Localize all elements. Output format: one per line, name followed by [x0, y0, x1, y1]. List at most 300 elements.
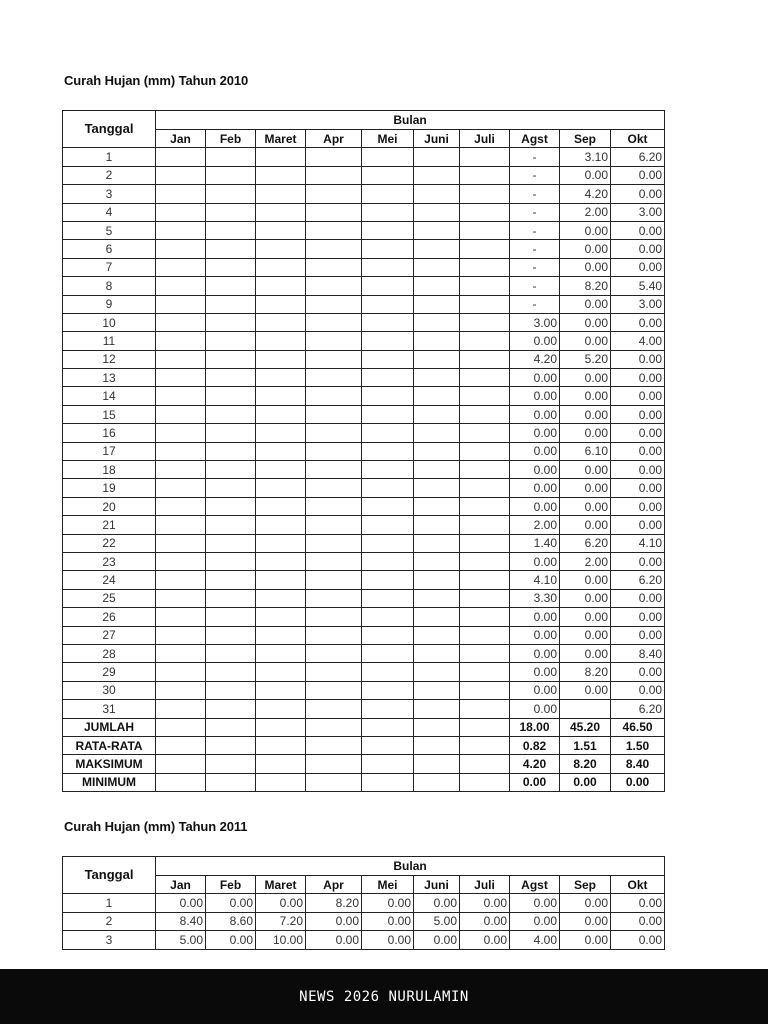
value-cell: -: [510, 203, 560, 221]
value-cell: [414, 258, 460, 276]
summary-label: JUMLAH: [63, 718, 156, 736]
value-cell: 0.00: [560, 240, 611, 258]
value-cell: [306, 497, 362, 515]
value-cell: [362, 166, 414, 184]
table-row: [63, 912, 665, 930]
value-cell: 0.00: [306, 912, 362, 930]
value-cell: [306, 369, 362, 387]
value-cell: [156, 221, 206, 239]
table-row: [63, 332, 665, 350]
value-cell: 8.40: [156, 912, 206, 930]
table-row: [63, 700, 665, 718]
summary-value: 0.82: [510, 736, 560, 754]
value-cell: 0.00: [611, 313, 665, 331]
value-cell: [256, 644, 306, 662]
value-cell: 10.00: [256, 931, 306, 949]
value-cell: [362, 313, 414, 331]
value-cell: [206, 534, 256, 552]
value-cell: [460, 295, 510, 313]
value-cell: 0.00: [560, 894, 611, 912]
value-cell: [156, 350, 206, 368]
value-cell: [460, 203, 510, 221]
summary-value: [206, 773, 256, 791]
value-cell: 0.00: [611, 240, 665, 258]
value-cell: [560, 700, 611, 718]
value-cell: [156, 497, 206, 515]
value-cell: 0.00: [611, 931, 665, 949]
summary-value: [362, 773, 414, 791]
value-cell: 0.00: [460, 894, 510, 912]
summary-value: [460, 755, 510, 773]
value-cell: 0.00: [611, 552, 665, 570]
value-cell: [156, 313, 206, 331]
value-cell: 3.00: [510, 313, 560, 331]
value-cell: 3.30: [510, 589, 560, 607]
day-cell: 1: [63, 148, 156, 166]
value-cell: 0.00: [510, 332, 560, 350]
table-row: [63, 571, 665, 589]
tanggal-header: Tanggal: [63, 857, 156, 894]
value-cell: [206, 185, 256, 203]
value-cell: 0.00: [611, 405, 665, 423]
day-cell: 9: [63, 295, 156, 313]
value-cell: 0.00: [362, 931, 414, 949]
summary-label: MINIMUM: [63, 773, 156, 791]
value-cell: 0.00: [306, 931, 362, 949]
value-cell: 0.00: [414, 894, 460, 912]
table-row: [63, 663, 665, 681]
bulan-header: Bulan: [156, 111, 665, 130]
table-row: [63, 479, 665, 497]
value-cell: [460, 589, 510, 607]
value-cell: [206, 608, 256, 626]
day-cell: 25: [63, 589, 156, 607]
value-cell: [460, 663, 510, 681]
value-cell: [256, 663, 306, 681]
table-row: [63, 644, 665, 662]
value-cell: [306, 479, 362, 497]
value-cell: [156, 461, 206, 479]
summary-label: MAKSIMUM: [63, 755, 156, 773]
month-header: Jan: [156, 876, 206, 894]
value-cell: [156, 424, 206, 442]
month-header: Sep: [560, 876, 611, 894]
value-cell: [414, 663, 460, 681]
value-cell: [256, 350, 306, 368]
day-cell: 13: [63, 369, 156, 387]
value-cell: [414, 148, 460, 166]
value-cell: 4.20: [560, 185, 611, 203]
table-row: [63, 681, 665, 699]
value-cell: [156, 663, 206, 681]
value-cell: 0.00: [460, 912, 510, 930]
value-cell: 0.00: [560, 332, 611, 350]
value-cell: [306, 442, 362, 460]
value-cell: 0.00: [560, 497, 611, 515]
value-cell: 0.00: [510, 552, 560, 570]
value-cell: 0.00: [510, 497, 560, 515]
value-cell: 0.00: [560, 479, 611, 497]
day-cell: 18: [63, 461, 156, 479]
value-cell: [362, 516, 414, 534]
value-cell: 0.00: [206, 931, 256, 949]
value-cell: [206, 148, 256, 166]
value-cell: [306, 571, 362, 589]
summary-value: [206, 718, 256, 736]
value-cell: [414, 700, 460, 718]
table-row: [63, 313, 665, 331]
value-cell: [156, 332, 206, 350]
value-cell: [414, 203, 460, 221]
value-cell: [460, 277, 510, 295]
value-cell: [206, 295, 256, 313]
value-cell: [156, 608, 206, 626]
value-cell: [156, 516, 206, 534]
value-cell: 4.20: [510, 350, 560, 368]
value-cell: [306, 185, 362, 203]
month-header: Juni: [414, 130, 460, 148]
value-cell: [206, 203, 256, 221]
value-cell: [460, 369, 510, 387]
value-cell: [414, 571, 460, 589]
summary-value: [256, 718, 306, 736]
value-cell: [256, 166, 306, 184]
value-cell: [362, 497, 414, 515]
value-cell: [206, 258, 256, 276]
value-cell: [460, 240, 510, 258]
value-cell: [306, 295, 362, 313]
value-cell: -: [510, 148, 560, 166]
value-cell: [156, 240, 206, 258]
summary-value: [460, 773, 510, 791]
value-cell: [256, 497, 306, 515]
value-cell: [206, 313, 256, 331]
month-header: Juni: [414, 876, 460, 894]
value-cell: -: [510, 185, 560, 203]
summary-value: [362, 755, 414, 773]
tanggal-header: Tanggal: [63, 111, 156, 148]
value-cell: [206, 424, 256, 442]
summary-value: 18.00: [510, 718, 560, 736]
value-cell: [256, 479, 306, 497]
value-cell: 7.20: [256, 912, 306, 930]
value-cell: 2.00: [510, 516, 560, 534]
value-cell: [460, 516, 510, 534]
value-cell: [256, 552, 306, 570]
value-cell: [256, 221, 306, 239]
summary-value: [362, 718, 414, 736]
value-cell: [206, 644, 256, 662]
value-cell: [460, 258, 510, 276]
value-cell: 0.00: [611, 185, 665, 203]
value-cell: [156, 369, 206, 387]
value-cell: 0.00: [510, 912, 560, 930]
value-cell: [414, 626, 460, 644]
day-cell: 14: [63, 387, 156, 405]
value-cell: 2.00: [560, 203, 611, 221]
value-cell: [156, 534, 206, 552]
value-cell: [256, 571, 306, 589]
value-cell: 5.00: [414, 912, 460, 930]
value-cell: [156, 589, 206, 607]
value-cell: [156, 479, 206, 497]
value-cell: 0.00: [510, 894, 560, 912]
value-cell: 0.00: [560, 424, 611, 442]
day-cell: 30: [63, 681, 156, 699]
value-cell: [256, 313, 306, 331]
value-cell: [206, 681, 256, 699]
table-row: [63, 931, 665, 949]
table-row: [63, 608, 665, 626]
value-cell: [156, 295, 206, 313]
value-cell: 0.00: [611, 369, 665, 387]
value-cell: [460, 350, 510, 368]
value-cell: 0.00: [510, 608, 560, 626]
value-cell: [414, 442, 460, 460]
value-cell: [414, 497, 460, 515]
day-cell: 17: [63, 442, 156, 460]
value-cell: 0.00: [611, 681, 665, 699]
value-cell: [460, 148, 510, 166]
summary-value: [206, 736, 256, 754]
table-row: [63, 534, 665, 552]
value-cell: [256, 534, 306, 552]
value-cell: 0.00: [611, 608, 665, 626]
value-cell: [460, 700, 510, 718]
value-cell: 0.00: [611, 663, 665, 681]
value-cell: 3.00: [611, 203, 665, 221]
value-cell: 0.00: [611, 350, 665, 368]
value-cell: [156, 571, 206, 589]
value-cell: [362, 461, 414, 479]
table-row: [63, 369, 665, 387]
value-cell: [362, 442, 414, 460]
value-cell: 0.00: [510, 424, 560, 442]
value-cell: [460, 442, 510, 460]
value-cell: [306, 681, 362, 699]
day-cell: 3: [63, 931, 156, 949]
value-cell: [256, 258, 306, 276]
summary-row: [63, 755, 665, 773]
value-cell: [362, 571, 414, 589]
value-cell: 0.00: [510, 644, 560, 662]
value-cell: [206, 589, 256, 607]
month-header: Sep: [560, 130, 611, 148]
value-cell: 0.00: [611, 258, 665, 276]
value-cell: [362, 405, 414, 423]
value-cell: [306, 203, 362, 221]
value-cell: [306, 608, 362, 626]
value-cell: [414, 387, 460, 405]
table-row: [63, 350, 665, 368]
value-cell: [206, 571, 256, 589]
value-cell: [206, 552, 256, 570]
summary-label: RATA-RATA: [63, 736, 156, 754]
month-header: Jan: [156, 130, 206, 148]
table-row: [63, 240, 665, 258]
month-header: Okt: [611, 130, 665, 148]
value-cell: -: [510, 221, 560, 239]
day-cell: 4: [63, 203, 156, 221]
value-cell: [414, 295, 460, 313]
month-header: Feb: [206, 876, 256, 894]
table-row: [63, 442, 665, 460]
value-cell: [460, 185, 510, 203]
summary-value: [362, 736, 414, 754]
value-cell: [362, 424, 414, 442]
value-cell: [256, 277, 306, 295]
day-cell: 7: [63, 258, 156, 276]
summary-value: [460, 718, 510, 736]
value-cell: [256, 424, 306, 442]
value-cell: 0.00: [560, 313, 611, 331]
table-row: [63, 277, 665, 295]
value-cell: [414, 221, 460, 239]
summary-value: [206, 755, 256, 773]
value-cell: 0.00: [611, 497, 665, 515]
value-cell: [362, 185, 414, 203]
value-cell: [306, 166, 362, 184]
value-cell: [362, 552, 414, 570]
value-cell: 4.00: [510, 931, 560, 949]
value-cell: [362, 479, 414, 497]
day-cell: 3: [63, 185, 156, 203]
value-cell: [306, 663, 362, 681]
month-header: Agst: [510, 876, 560, 894]
value-cell: 0.00: [611, 221, 665, 239]
value-cell: [414, 166, 460, 184]
value-cell: [414, 240, 460, 258]
table-row: [63, 497, 665, 515]
summary-value: 1.50: [611, 736, 665, 754]
footer-banner: NEWS 2026 NURULAMIN: [0, 969, 768, 1024]
value-cell: 8.40: [611, 644, 665, 662]
summary-value: [414, 755, 460, 773]
summary-value: [306, 718, 362, 736]
value-cell: [206, 387, 256, 405]
value-cell: [206, 442, 256, 460]
value-cell: [206, 277, 256, 295]
month-header: Maret: [256, 130, 306, 148]
table-row: [63, 185, 665, 203]
table-row: [63, 424, 665, 442]
value-cell: 0.00: [510, 626, 560, 644]
value-cell: [306, 350, 362, 368]
month-header: Juli: [460, 876, 510, 894]
summary-value: [414, 736, 460, 754]
value-cell: [206, 626, 256, 644]
summary-value: 4.20: [510, 755, 560, 773]
value-cell: 0.00: [560, 571, 611, 589]
value-cell: [460, 644, 510, 662]
value-cell: [306, 148, 362, 166]
table-row: [63, 203, 665, 221]
value-cell: [156, 644, 206, 662]
value-cell: 0.00: [362, 912, 414, 930]
value-cell: [306, 405, 362, 423]
value-cell: 0.00: [560, 912, 611, 930]
value-cell: [362, 277, 414, 295]
value-cell: [414, 644, 460, 662]
day-cell: 2: [63, 166, 156, 184]
value-cell: [306, 626, 362, 644]
value-cell: [362, 240, 414, 258]
value-cell: 0.00: [560, 295, 611, 313]
value-cell: 0.00: [611, 912, 665, 930]
value-cell: [362, 350, 414, 368]
value-cell: [460, 571, 510, 589]
value-cell: [256, 203, 306, 221]
value-cell: [256, 387, 306, 405]
value-cell: [206, 461, 256, 479]
day-cell: 1: [63, 894, 156, 912]
value-cell: [206, 350, 256, 368]
value-cell: [256, 442, 306, 460]
value-cell: [414, 424, 460, 442]
value-cell: 0.00: [510, 387, 560, 405]
summary-value: 0.00: [510, 773, 560, 791]
value-cell: [460, 332, 510, 350]
value-cell: 0.00: [560, 405, 611, 423]
value-cell: [306, 516, 362, 534]
day-cell: 10: [63, 313, 156, 331]
table-row: [63, 461, 665, 479]
month-header: Apr: [306, 876, 362, 894]
value-cell: [306, 332, 362, 350]
value-cell: [156, 148, 206, 166]
value-cell: [206, 405, 256, 423]
value-cell: [156, 626, 206, 644]
table-row: [63, 894, 665, 912]
value-cell: [256, 148, 306, 166]
day-cell: 29: [63, 663, 156, 681]
value-cell: [256, 608, 306, 626]
value-cell: [362, 663, 414, 681]
day-cell: 2: [63, 912, 156, 930]
summary-value: [306, 755, 362, 773]
value-cell: [256, 369, 306, 387]
value-cell: 6.20: [560, 534, 611, 552]
value-cell: [206, 221, 256, 239]
value-cell: 4.10: [510, 571, 560, 589]
day-cell: 27: [63, 626, 156, 644]
value-cell: [414, 350, 460, 368]
value-cell: 3.00: [611, 295, 665, 313]
table-row: [63, 148, 665, 166]
value-cell: 5.40: [611, 277, 665, 295]
value-cell: 2.00: [560, 552, 611, 570]
value-cell: [414, 369, 460, 387]
summary-value: 8.40: [611, 755, 665, 773]
summary-value: [156, 736, 206, 754]
value-cell: [156, 700, 206, 718]
value-cell: [362, 700, 414, 718]
value-cell: [156, 442, 206, 460]
value-cell: 0.00: [560, 258, 611, 276]
month-header: Maret: [256, 876, 306, 894]
value-cell: 0.00: [560, 931, 611, 949]
summary-value: [156, 755, 206, 773]
day-cell: 31: [63, 700, 156, 718]
month-header: Juli: [460, 130, 510, 148]
value-cell: [256, 240, 306, 258]
table-row: [63, 258, 665, 276]
value-cell: [414, 313, 460, 331]
value-cell: [414, 552, 460, 570]
value-cell: [414, 608, 460, 626]
value-cell: 5.00: [156, 931, 206, 949]
value-cell: [256, 185, 306, 203]
